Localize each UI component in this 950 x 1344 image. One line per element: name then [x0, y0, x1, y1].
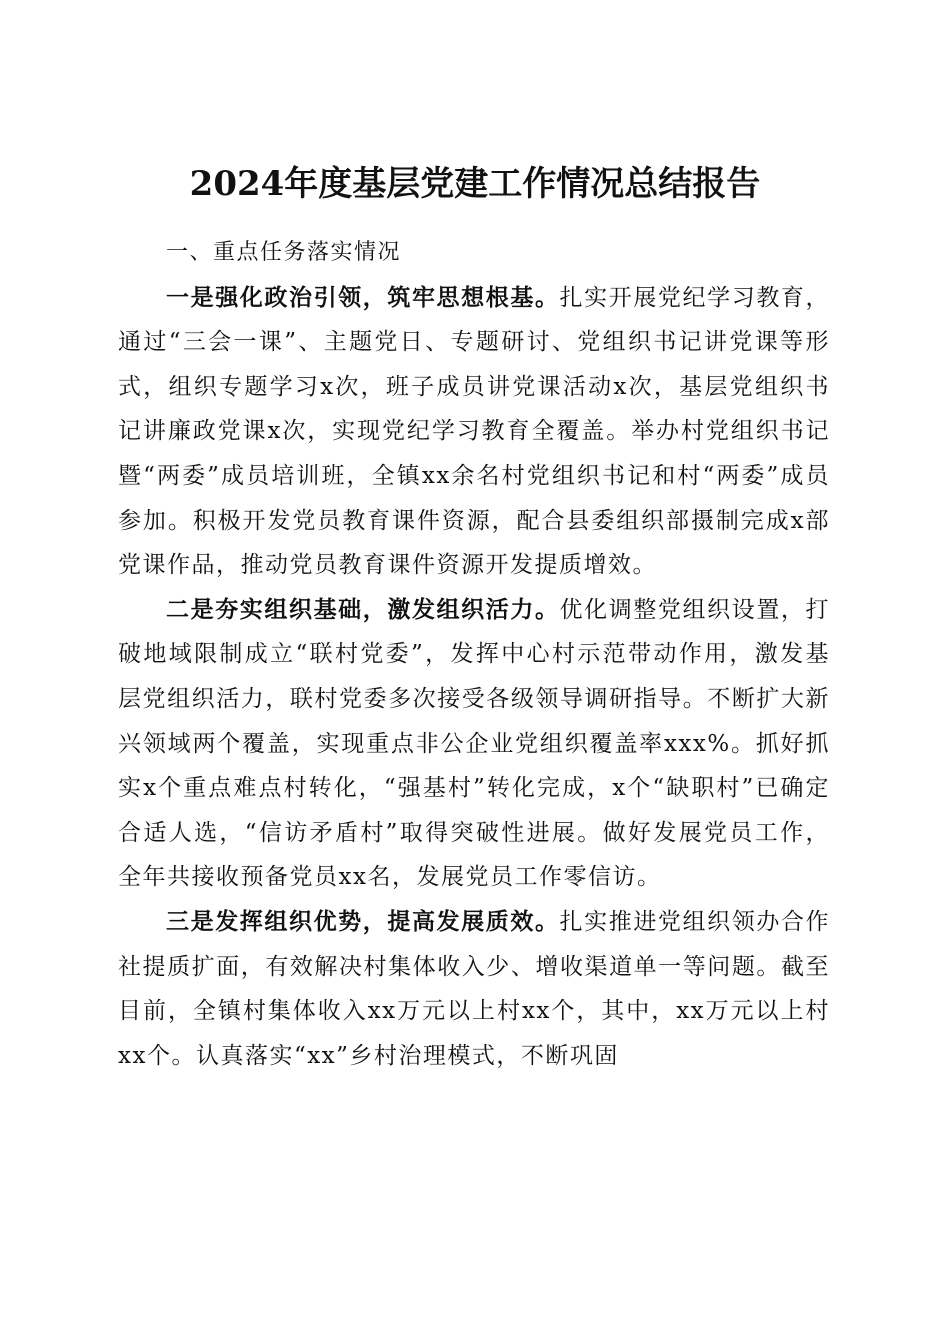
- section-heading: 一、重点任务落实情况: [166, 240, 402, 265]
- paragraph-2-lead: 二是夯实组织基础，激发组织活力。: [166, 595, 560, 623]
- paragraph-1-body: 扎实开展党纪学习教育，通过“三会一课”、主题党日、专题研讨、党组织书记讲党课等形式，组织专题学习x次，班子成员讲党课活动x次，基层党组织书记讲廉政党课x次，实现党纪学习教育全覆盖。举办村党组织书记暨“两委”成员培训班，全镇xx余名村党组织书记和村“两委”成员参加。积极开发党员教育课件资源，配合县委组织部摄制完成x部党课作品，推动党员教育课件资源开发提质增效。: [118, 284, 831, 579]
- document-body: [118, 231, 830, 1078]
- paragraph-1-lead: 一是强化政治引领，筑牢思想根基。: [166, 283, 560, 311]
- paragraph-2-body: 优化调整党组织设置，打破地域限制成立“联村党委”，发挥中心村示范带动作用，激发基层党组织活力，联村党委多次接受各级领导调研指导。不断扩大新兴领域两个覆盖，实现重点非公企业党组织覆盖率xxx%。抓好抓实x个重点难点村转化，“强基村”转化完成，x个“缺职村”已确定合适人选，“信访矛盾村”取得突破性进展。做好发展党员工作，全年共接收预备党员xx名，发展党员工作零信访。: [118, 596, 831, 891]
- paragraph-1: [118, 276, 830, 588]
- paragraph-3-lead: 三是发挥组织优势，提高发展质效。: [166, 907, 560, 935]
- paragraph-2: [118, 588, 830, 900]
- paragraph-3-body: 扎实推进党组织领办合作社提质扩面，有效解决村集体收入少、增收渠道单一等问题。截至目前，全镇村集体收入xx万元以上村xx个，其中，xx万元以上村xx个。认真落实“xx”乡村治理模式，不断巩固: [118, 908, 831, 1069]
- paragraph-3: [118, 900, 830, 1078]
- document-title: 2024年度基层党建工作情况总结报告: [189, 163, 761, 204]
